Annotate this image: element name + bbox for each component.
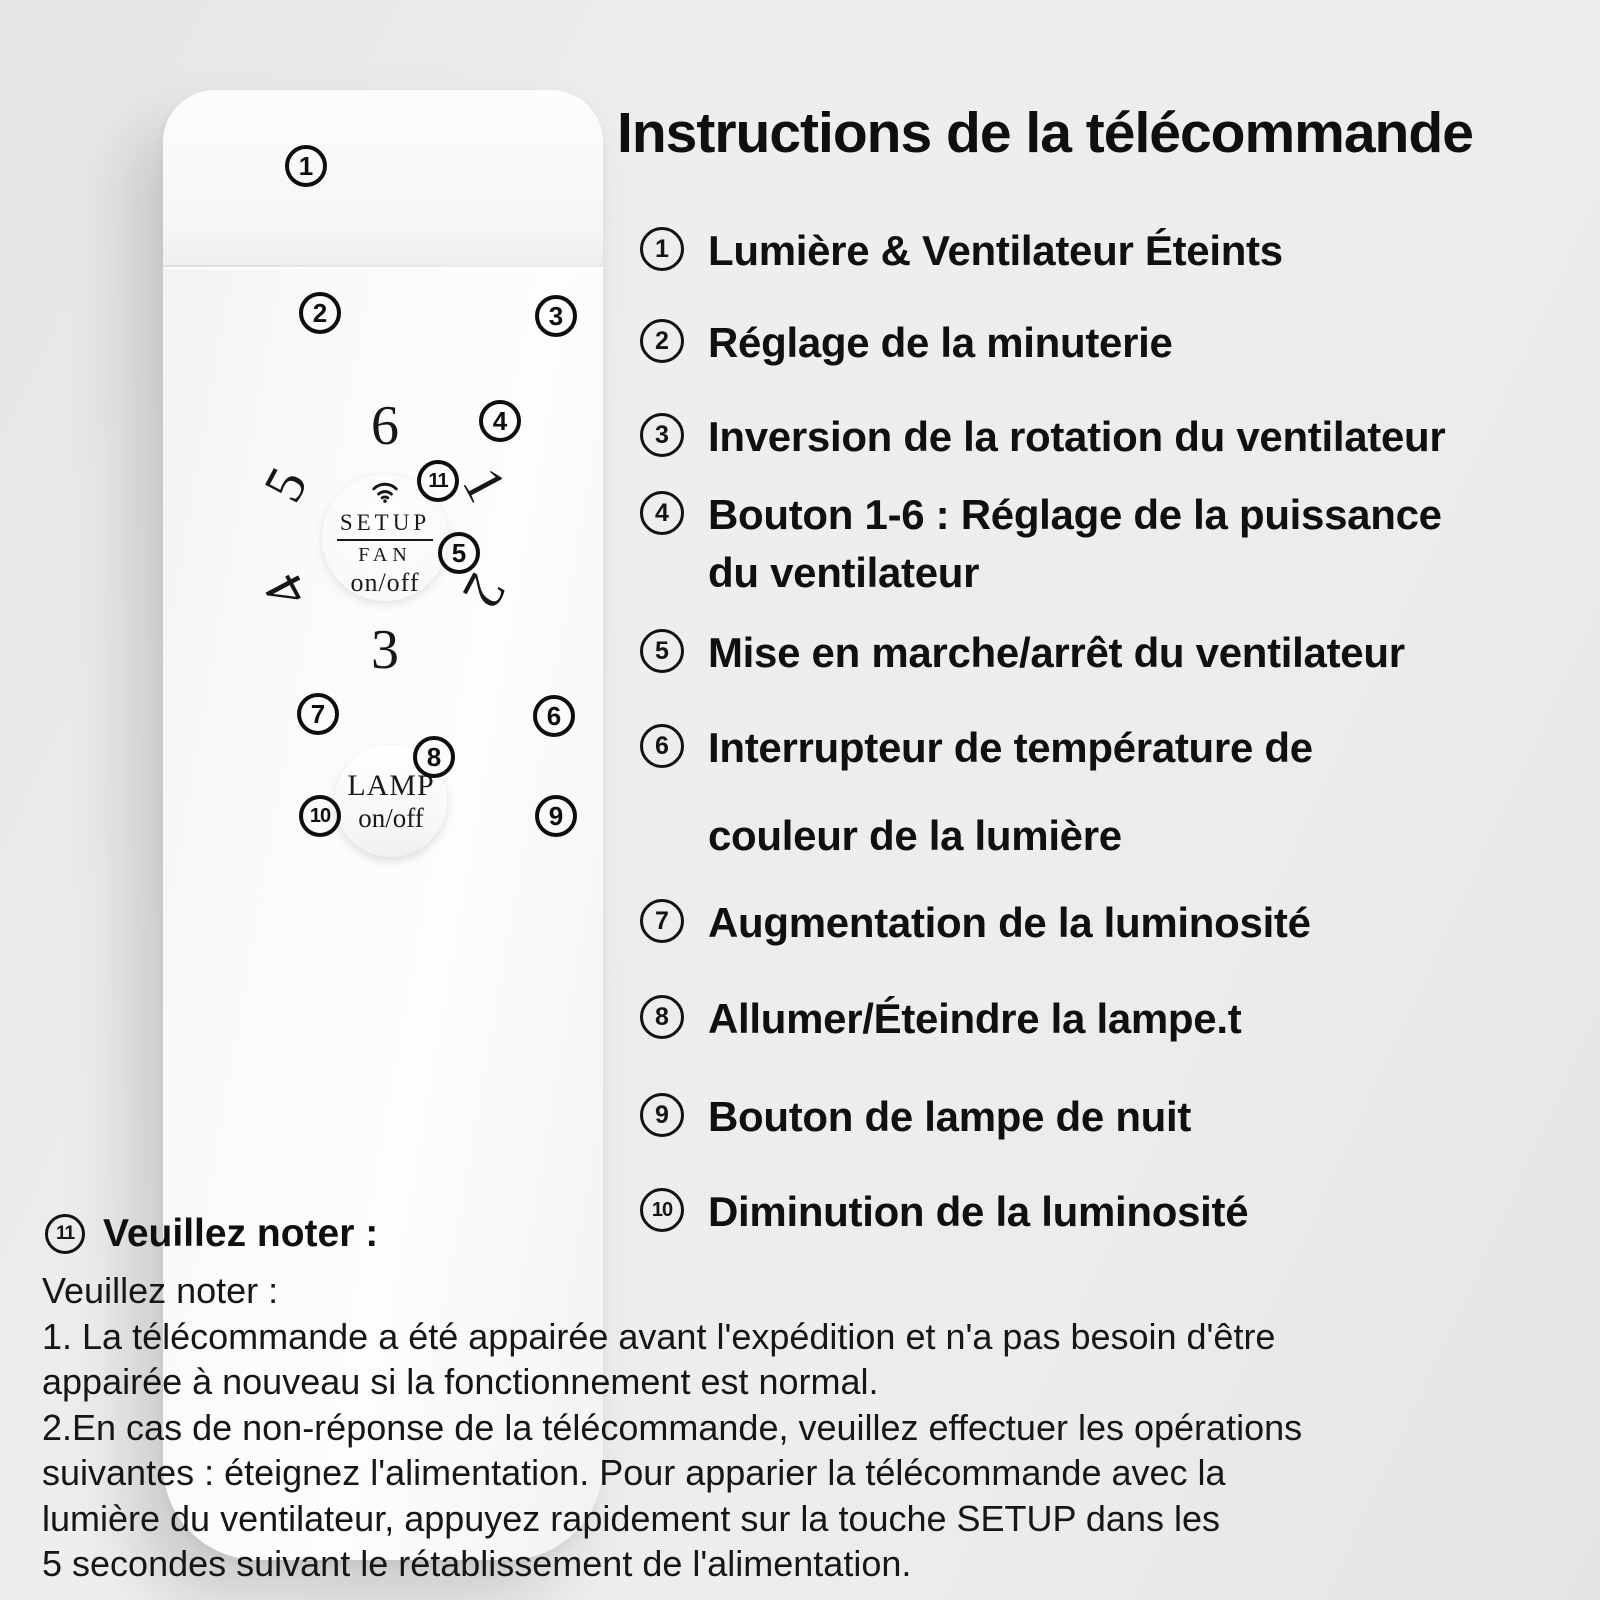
lamp-onoff-label: on/off: [358, 802, 424, 833]
instruction-text-line2: du ventilateur: [708, 549, 980, 596]
callout-7-bright-up: 7: [297, 693, 339, 735]
instruction-item-9: [640, 1088, 1191, 1146]
fan-onoff-label: on/off: [350, 568, 420, 597]
instruction-text: Mise en marche/arrêt du ventilateur: [708, 629, 1405, 676]
instruction-item-4: [640, 486, 1442, 602]
instruction-item-8: [640, 990, 1241, 1048]
callout-6-color-temp: 6: [533, 695, 575, 737]
item-number-badge: 8: [640, 995, 684, 1039]
item-number-badge: 3: [640, 413, 684, 457]
page-title: Instructions de la télécommande: [617, 101, 1473, 165]
dial-number-3[interactable]: 3: [371, 619, 399, 681]
instruction-item-2: [640, 314, 1173, 372]
callout-11-setup: 11: [417, 460, 459, 502]
instruction-text: Interrupteur de température de: [708, 724, 1313, 771]
dial-number-5[interactable]: 5: [252, 458, 320, 512]
item-number-badge: 9: [640, 1093, 684, 1137]
remote-top-cap: [163, 90, 603, 265]
callout-3-fan-reverse: 3: [535, 295, 577, 337]
instruction-text-line2: couleur de la lumière: [708, 812, 1122, 859]
note-line: 2.En cas de non-réponse de la télécommande, veuillez effectuer les opérations: [42, 1406, 1303, 1448]
item-number-badge: 6: [640, 724, 684, 768]
setup-label: SETUP: [337, 510, 433, 541]
callout-1-power: 1: [285, 145, 327, 187]
item-number-badge: 4: [640, 491, 684, 535]
callout-5-fan-onoff: 5: [438, 532, 480, 574]
instruction-text: Bouton 1-6 : Réglage de la puissance: [708, 491, 1442, 538]
dial-number-6[interactable]: 6: [371, 395, 399, 457]
fan-label: FAN: [358, 544, 412, 566]
instruction-item-10: [640, 1183, 1248, 1241]
item-number-badge: 2: [640, 319, 684, 363]
lamp-label: LAMP: [347, 768, 435, 802]
instruction-item-5: [640, 624, 1405, 682]
item-number-badge: 7: [640, 899, 684, 943]
instruction-item-7: [640, 894, 1311, 952]
instruction-item-3: [640, 408, 1445, 466]
instruction-text: Lumière & Ventilateur Éteints: [708, 227, 1283, 274]
item-number-badge: 1: [640, 227, 684, 271]
instruction-text: Augmentation de la luminosité: [708, 899, 1311, 946]
note-body: [42, 1268, 1587, 1587]
dial-number-1[interactable]: 1: [450, 458, 518, 512]
instruction-text: Allumer/Éteindre la lampe.t: [708, 995, 1242, 1042]
callout-8-lamp: 8: [413, 736, 455, 778]
note-line: appairée à nouveau si la fonctionnement est normal.: [42, 1361, 879, 1402]
note-number-badge: 11: [45, 1214, 85, 1254]
wifi-icon: [366, 478, 404, 509]
instruction-item-1: [640, 222, 1283, 280]
note-line: 5 secondes suivant le rétablissement de l'alimentation.: [42, 1543, 912, 1584]
note-line: 1. La télécommande a été appairée avant l'expédition et n'a pas besoin d'être: [42, 1315, 1276, 1357]
note-line: suivantes : éteignez l'alimentation. Pour apparier la télécommande avec la: [42, 1452, 1226, 1493]
callout-10-bright-down: 10: [299, 795, 341, 837]
instruction-text: Diminution de la luminosité: [708, 1188, 1249, 1235]
callout-4-dial: 4: [479, 400, 521, 442]
note-heading: [45, 1212, 378, 1256]
dial-number-4[interactable]: 4: [252, 564, 320, 618]
note-heading-text: Veuillez noter :: [103, 1212, 379, 1255]
item-number-badge: 5: [640, 629, 684, 673]
note-line: Veuillez noter :: [42, 1270, 279, 1311]
instruction-text: Bouton de lampe de nuit: [708, 1093, 1192, 1140]
instruction-item-6: [640, 719, 1313, 865]
remote-seam: [163, 265, 603, 267]
callout-2-timer: 2: [299, 292, 341, 334]
instruction-text: Inversion de la rotation du ventilateur: [708, 413, 1446, 460]
note-line: lumière du ventilateur, appuyez rapidement sur la touche SETUP dans les: [42, 1497, 1220, 1539]
callout-9-night: 9: [535, 795, 577, 837]
item-number-badge: 10: [640, 1188, 684, 1232]
instruction-text: Réglage de la minuterie: [708, 319, 1173, 366]
dial-number-2[interactable]: 2: [450, 564, 518, 618]
